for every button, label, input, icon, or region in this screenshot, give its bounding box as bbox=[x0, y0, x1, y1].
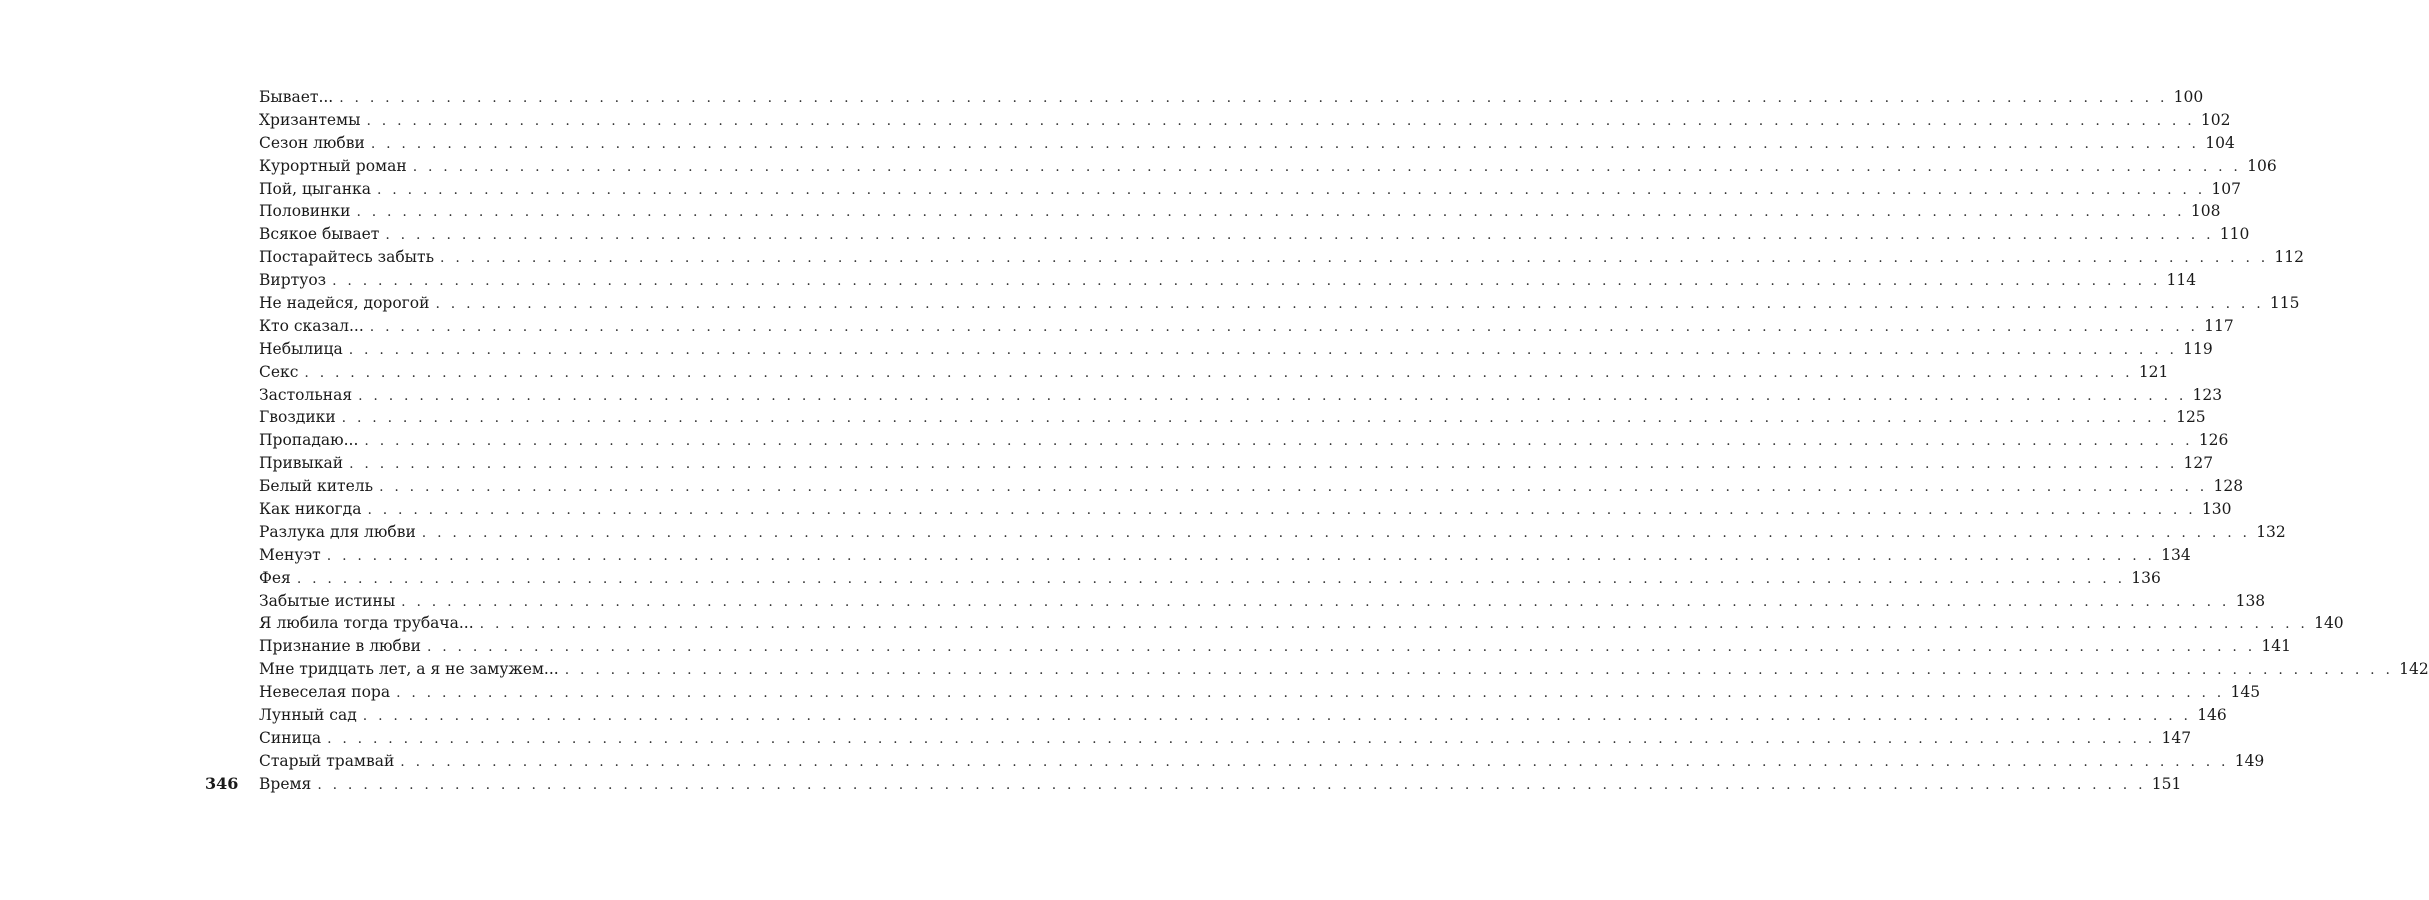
toc-entry bbox=[259, 178, 2241, 201]
toc-entry bbox=[259, 338, 2213, 361]
toc-entry-title: Половинки bbox=[259, 202, 351, 221]
toc-entry bbox=[259, 704, 2227, 727]
toc-entry bbox=[259, 567, 2161, 590]
toc-entry bbox=[259, 475, 2244, 498]
toc-entry-page: 130 bbox=[2201, 500, 2232, 519]
toc-entry bbox=[259, 384, 2223, 407]
toc-entry-page: 141 bbox=[2261, 637, 2291, 656]
toc-entry bbox=[259, 109, 2231, 132]
toc-entry bbox=[259, 223, 2250, 246]
dot-leader: . . . . . . . . . . . . . . . . . . . . . . . . . . . . . . . . . . . . . . . . . . . . . . . . . . . . . . . . . . . . . . . . . . . . . . . . . . . . . . . . . . . . . . . . . . . . . . . . . . . . . . . . . . . . . . . . . . . . . . . . bbox=[317, 776, 2146, 793]
toc-entry bbox=[259, 773, 2182, 796]
dot-leader: . . . . . . . . . . . . . . . . . . . . . . . . . . . . . . . . . . . . . . . . . . . . . . . . . . . . . . . . . . . . . . . . . . . . . . . . . . . . . . . . . . . . . . . . . . . . . . . . . . . . . . . . . . . . . . . . . . . . . . . . bbox=[385, 227, 2214, 244]
toc-entry-title: Сезон любви bbox=[259, 133, 365, 152]
dot-leader: . . . . . . . . . . . . . . . . . . . . . . . . . . . . . . . . . . . . . . . . . . . . . . . . . . . . . . . . . . . . . . . . . . . . . . . . . . . . . . . . . . . . . . . . . . . . . . . . . . . . . . . . . . . . . . . . . . . . . . . . bbox=[564, 662, 2394, 679]
toc-entry-title: Виртуоз bbox=[259, 271, 327, 290]
dot-leader: . . . . . . . . . . . . . . . . . . . . . . . . . . . . . . . . . . . . . . . . . . . . . . . . . . . . . . . . . . . . . . . . . . . . . . . . . . . . . . . . . . . . . . . . . . . . . . . . . . . . . . . . . . . . . . . . . . . . . . . . bbox=[296, 570, 2126, 587]
dot-leader: . . . . . . . . . . . . . . . . . . . . . . . . . . . . . . . . . . . . . . . . . . . . . . . . . . . . . . . . . . . . . . . . . . . . . . . . . . . . . . . . . . . . . . . . . . . . . . . . . . . . . . . . . . . . . . . . . . . . . . . . bbox=[412, 158, 2242, 175]
dot-leader: . . . . . . . . . . . . . . . . . . . . . . . . . . . . . . . . . . . . . . . . . . . . . . . . . . . . . . . . . . . . . . . . . . . . . . . . . . . . . . . . . . . . . . . . . . . . . . . . . . . . . . . . . . . . . . . . . . . . . . . . bbox=[356, 204, 2185, 221]
toc-entry-page: 112 bbox=[2274, 248, 2305, 267]
toc-entry bbox=[259, 406, 2206, 429]
dot-leader: . . . . . . . . . . . . . . . . . . . . . . . . . . . . . . . . . . . . . . . . . . . . . . . . . . . . . . . . . . . . . . . . . . . . . . . . . . . . . . . . . . . . . . . . . . . . . . . . . . . . . . . . . . . . . . . . . . . . . . . . bbox=[339, 90, 2168, 106]
toc-entry-page: 149 bbox=[2234, 751, 2265, 770]
toc-entry-title: Менуэт bbox=[259, 545, 321, 564]
toc-entry bbox=[259, 292, 2300, 315]
toc-entry bbox=[259, 498, 2232, 521]
toc-entry-title: Разлука для любви bbox=[259, 522, 416, 541]
toc-entry-title: Курортный роман bbox=[259, 156, 407, 175]
dot-leader: . . . . . . . . . . . . . . . . . . . . . . . . . . . . . . . . . . . . . . . . . . . . . . . . . . . . . . . . . . . . . . . . . . . . . . . . . . . . . . . . . . . . . . . . . . . . . . . . . . . . . . . . . . . . . . . . . . . . . . . . bbox=[341, 410, 2171, 427]
toc-entry-page: 128 bbox=[2213, 477, 2244, 496]
dot-leader: . . . . . . . . . . . . . . . . . . . . . . . . . . . . . . . . . . . . . . . . . . . . . . . . . . . . . . . . . . . . . . . . . . . . . . . . . . . . . . . . . . . . . . . . . . . . . . . . . . . . . . . . . . . . . . . . . . . . . . . . bbox=[479, 616, 2309, 633]
toc-entry-title: Привыкай bbox=[259, 454, 344, 473]
toc-entry bbox=[259, 269, 2197, 292]
toc-entry-title: Секс bbox=[259, 362, 299, 381]
dot-leader: . . . . . . . . . . . . . . . . . . . . . . . . . . . . . . . . . . . . . . . . . . . . . . . . . . . . . . . . . . . . . . . . . . . . . . . . . . . . . . . . . . . . . . . . . . . . . . . . . . . . . . . . . . . . . . . . . . . . . . . . bbox=[327, 730, 2156, 747]
dot-leader: . . . . . . . . . . . . . . . . . . . . . . . . . . . . . . . . . . . . . . . . . . . . . . . . . . . . . . . . . . . . . . . . . . . . . . . . . . . . . . . . . . . . . . . . . . . . . . . . . . . . . . . . . . . . . . . . . . . . . . . . bbox=[421, 524, 2251, 541]
toc-entry-page: 104 bbox=[2205, 133, 2235, 152]
toc-entry-page: 132 bbox=[2256, 522, 2286, 541]
toc-entry-page: 119 bbox=[2183, 339, 2213, 358]
toc-entry-page: 106 bbox=[2247, 156, 2277, 175]
toc-entry-title: Белый китель bbox=[259, 477, 374, 496]
toc-entry-page: 147 bbox=[2161, 728, 2192, 747]
toc-entry-title: Пропадаю... bbox=[259, 431, 359, 450]
dot-leader: . . . . . . . . . . . . . . . . . . . . . . . . . . . . . . . . . . . . . . . . . . . . . . . . . . . . . . . . . . . . . . . . . . . . . . . . . . . . . . . . . . . . . . . . . . . . . . . . . . . . . . . . . . . . . . . . . . . . . . . . bbox=[376, 181, 2206, 198]
toc-entry-page: 100 bbox=[2173, 88, 2204, 106]
toc-entry bbox=[259, 681, 2261, 704]
toc-entry-title: Забытые истины bbox=[259, 591, 396, 610]
toc-entry-title: Лунный сад bbox=[259, 706, 357, 725]
toc-entry-title: Хризантемы bbox=[259, 110, 361, 129]
toc-entry-title: Гвоздики bbox=[259, 408, 336, 427]
toc-entry-page: 123 bbox=[2192, 385, 2223, 404]
toc-entry-page: 145 bbox=[2230, 683, 2261, 702]
toc-entry-page: 102 bbox=[2200, 110, 2231, 129]
toc-entry-page: 146 bbox=[2197, 706, 2227, 725]
toc-entry-title: Пой, цыганка bbox=[259, 179, 371, 198]
toc-entry-page: 140 bbox=[2314, 614, 2344, 633]
toc-entry-page: 126 bbox=[2198, 431, 2229, 450]
toc-entry-page: 121 bbox=[2138, 362, 2169, 381]
toc-entry-page: 125 bbox=[2176, 408, 2206, 427]
toc-entry bbox=[259, 429, 2229, 452]
toc-entry-title: Кто сказал... bbox=[259, 316, 364, 335]
toc-entry-page: 138 bbox=[2235, 591, 2266, 610]
toc-entry-title: Признание в любви bbox=[259, 637, 421, 656]
dot-leader: . . . . . . . . . . . . . . . . . . . . . . . . . . . . . . . . . . . . . . . . . . . . . . . . . . . . . . . . . . . . . . . . . . . . . . . . . . . . . . . . . . . . . . . . . . . . . . . . . . . . . . . . . . . . . . . . . . . . . . . . bbox=[349, 456, 2178, 473]
toc-entry bbox=[259, 612, 2344, 635]
dot-leader: . . . . . . . . . . . . . . . . . . . . . . . . . . . . . . . . . . . . . . . . . . . . . . . . . . . . . . . . . . . . . . . . . . . . . . . . . . . . . . . . . . . . . . . . . . . . . . . . . . . . . . . . . . . . . . . . . . . . . . . . bbox=[401, 593, 2230, 610]
toc-entry-title: Я любила тогда трубача... bbox=[259, 614, 474, 633]
toc-entry-title: Не надейся, дорогой bbox=[259, 294, 430, 313]
toc-entry-page: 142 bbox=[2399, 660, 2429, 679]
toc-entry-title: Всякое бывает bbox=[259, 225, 380, 244]
toc-entry-title: Синица bbox=[259, 728, 322, 747]
toc-entry bbox=[259, 132, 2235, 155]
toc-entry-title: Небылица bbox=[259, 339, 343, 358]
toc-entry bbox=[259, 246, 2305, 269]
toc-entry bbox=[259, 315, 2234, 338]
dot-leader: . . . . . . . . . . . . . . . . . . . . . . . . . . . . . . . . . . . . . . . . . . . . . . . . . . . . . . . . . . . . . . . . . . . . . . . . . . . . . . . . . . . . . . . . . . . . . . . . . . . . . . . . . . . . . . . . . . . . . . . . bbox=[362, 708, 2192, 725]
dot-leader: . . . . . . . . . . . . . . . . . . . . . . . . . . . . . . . . . . . . . . . . . . . . . . . . . . . . . . . . . . . . . . . . . . . . . . . . . . . . . . . . . . . . . . . . . . . . . . . . . . . . . . . . . . . . . . . . . . . . . . . . bbox=[348, 341, 2178, 358]
toc-entry bbox=[259, 750, 2265, 773]
toc-entry-title: Фея bbox=[259, 568, 291, 587]
toc-entry-page: 151 bbox=[2151, 774, 2182, 793]
dot-leader: . . . . . . . . . . . . . . . . . . . . . . . . . . . . . . . . . . . . . . . . . . . . . . . . . . . . . . . . . . . . . . . . . . . . . . . . . . . . . . . . . . . . . . . . . . . . . . . . . . . . . . . . . . . . . . . . . . . . . . . . bbox=[366, 112, 2195, 129]
toc-entry bbox=[259, 521, 2286, 544]
dot-leader: . . . . . . . . . . . . . . . . . . . . . . . . . . . . . . . . . . . . . . . . . . . . . . . . . . . . . . . . . . . . . . . . . . . . . . . . . . . . . . . . . . . . . . . . . . . . . . . . . . . . . . . . . . . . . . . . . . . . . . . . bbox=[358, 387, 2187, 404]
table-of-contents bbox=[259, 86, 2429, 796]
toc-entry-title: Бывает... bbox=[259, 88, 334, 106]
dot-leader: . . . . . . . . . . . . . . . . . . . . . . . . . . . . . . . . . . . . . . . . . . . . . . . . . . . . . . . . . . . . . . . . . . . . . . . . . . . . . . . . . . . . . . . . . . . . . . . . . . . . . . . . . . . . . . . . . . . . . . . . bbox=[379, 479, 2208, 496]
toc-entry-title: Застольная bbox=[259, 385, 353, 404]
toc-entry bbox=[259, 155, 2277, 178]
dot-leader: . . . . . . . . . . . . . . . . . . . . . . . . . . . . . . . . . . . . . . . . . . . . . . . . . . . . . . . . . . . . . . . . . . . . . . . . . . . . . . . . . . . . . . . . . . . . . . . . . . . . . . . . . . . . . . . . . . . . . . . . bbox=[440, 250, 2269, 267]
dot-leader: . . . . . . . . . . . . . . . . . . . . . . . . . . . . . . . . . . . . . . . . . . . . . . . . . . . . . . . . . . . . . . . . . . . . . . . . . . . . . . . . . . . . . . . . . . . . . . . . . . . . . . . . . . . . . . . . . . . . . . . . bbox=[326, 547, 2156, 564]
dot-leader: . . . . . . . . . . . . . . . . . . . . . . . . . . . . . . . . . . . . . . . . . . . . . . . . . . . . . . . . . . . . . . . . . . . . . . . . . . . . . . . . . . . . . . . . . . . . . . . . . . . . . . . . . . . . . . . . . . . . . . . . bbox=[369, 318, 2199, 335]
dot-leader: . . . . . . . . . . . . . . . . . . . . . . . . . . . . . . . . . . . . . . . . . . . . . . . . . . . . . . . . . . . . . . . . . . . . . . . . . . . . . . . . . . . . . . . . . . . . . . . . . . . . . . . . . . . . . . . . . . . . . . . . bbox=[370, 135, 2200, 152]
dot-leader: . . . . . . . . . . . . . . . . . . . . . . . . . . . . . . . . . . . . . . . . . . . . . . . . . . . . . . . . . . . . . . . . . . . . . . . . . . . . . . . . . . . . . . . . . . . . . . . . . . . . . . . . . . . . . . . . . . . . . . . . bbox=[426, 639, 2256, 656]
toc-entry-page: 134 bbox=[2161, 545, 2191, 564]
toc-entry-page: 117 bbox=[2204, 316, 2234, 335]
dot-leader: . . . . . . . . . . . . . . . . . . . . . . . . . . . . . . . . . . . . . . . . . . . . . . . . . . . . . . . . . . . . . . . . . . . . . . . . . . . . . . . . . . . . . . . . . . . . . . . . . . . . . . . . . . . . . . . . . . . . . . . . bbox=[367, 502, 2196, 519]
toc-entry bbox=[259, 86, 2204, 109]
toc-entry-page: 110 bbox=[2219, 225, 2250, 244]
toc-entry-page: 114 bbox=[2166, 271, 2197, 290]
toc-entry-title: Старый трамвай bbox=[259, 751, 395, 770]
dot-leader: . . . . . . . . . . . . . . . . . . . . . . . . . . . . . . . . . . . . . . . . . . . . . . . . . . . . . . . . . . . . . . . . . . . . . . . . . . . . . . . . . . . . . . . . . . . . . . . . . . . . . . . . . . . . . . . . . . . . . . . . bbox=[396, 685, 2225, 702]
toc-entry-page: 136 bbox=[2131, 568, 2161, 587]
toc-entry bbox=[259, 590, 2266, 613]
toc-entry bbox=[259, 200, 2221, 223]
toc-entry-page: 108 bbox=[2190, 202, 2221, 221]
dot-leader: . . . . . . . . . . . . . . . . . . . . . . . . . . . . . . . . . . . . . . . . . . . . . . . . . . . . . . . . . . . . . . . . . . . . . . . . . . . . . . . . . . . . . . . . . . . . . . . . . . . . . . . . . . . . . . . . . . . . . . . . bbox=[304, 364, 2133, 381]
toc-entry bbox=[259, 544, 2191, 567]
toc-entry-title: Как никогда bbox=[259, 500, 362, 519]
dot-leader: . . . . . . . . . . . . . . . . . . . . . . . . . . . . . . . . . . . . . . . . . . . . . . . . . . . . . . . . . . . . . . . . . . . . . . . . . . . . . . . . . . . . . . . . . . . . . . . . . . . . . . . . . . . . . . . . . . . . . . . . bbox=[435, 296, 2264, 313]
toc-entry bbox=[259, 658, 2429, 681]
toc-entry bbox=[259, 635, 2291, 658]
toc-entry-page: 127 bbox=[2183, 454, 2214, 473]
toc-entry-title: Время bbox=[259, 774, 312, 793]
toc-entry-page: 107 bbox=[2211, 179, 2241, 198]
toc-entry bbox=[259, 452, 2214, 475]
dot-leader: . . . . . . . . . . . . . . . . . . . . . . . . . . . . . . . . . . . . . . . . . . . . . . . . . . . . . . . . . . . . . . . . . . . . . . . . . . . . . . . . . . . . . . . . . . . . . . . . . . . . . . . . . . . . . . . . . . . . . . . . bbox=[364, 433, 2193, 450]
toc-entry-title: Постарайтесь забыть bbox=[259, 248, 435, 267]
toc-entry-title: Невеселая пора bbox=[259, 683, 391, 702]
toc-entry-title: Мне тридцать лет, а я не замужем... bbox=[259, 660, 559, 679]
toc-entry bbox=[259, 727, 2192, 750]
dot-leader: . . . . . . . . . . . . . . . . . . . . . . . . . . . . . . . . . . . . . . . . . . . . . . . . . . . . . . . . . . . . . . . . . . . . . . . . . . . . . . . . . . . . . . . . . . . . . . . . . . . . . . . . . . . . . . . . . . . . . . . . bbox=[332, 273, 2161, 290]
page-number: 346 bbox=[205, 774, 239, 793]
toc-entry bbox=[259, 361, 2169, 384]
toc-entry-page: 115 bbox=[2269, 294, 2300, 313]
dot-leader: . . . . . . . . . . . . . . . . . . . . . . . . . . . . . . . . . . . . . . . . . . . . . . . . . . . . . . . . . . . . . . . . . . . . . . . . . . . . . . . . . . . . . . . . . . . . . . . . . . . . . . . . . . . . . . . . . . . . . . . . bbox=[400, 753, 2229, 770]
